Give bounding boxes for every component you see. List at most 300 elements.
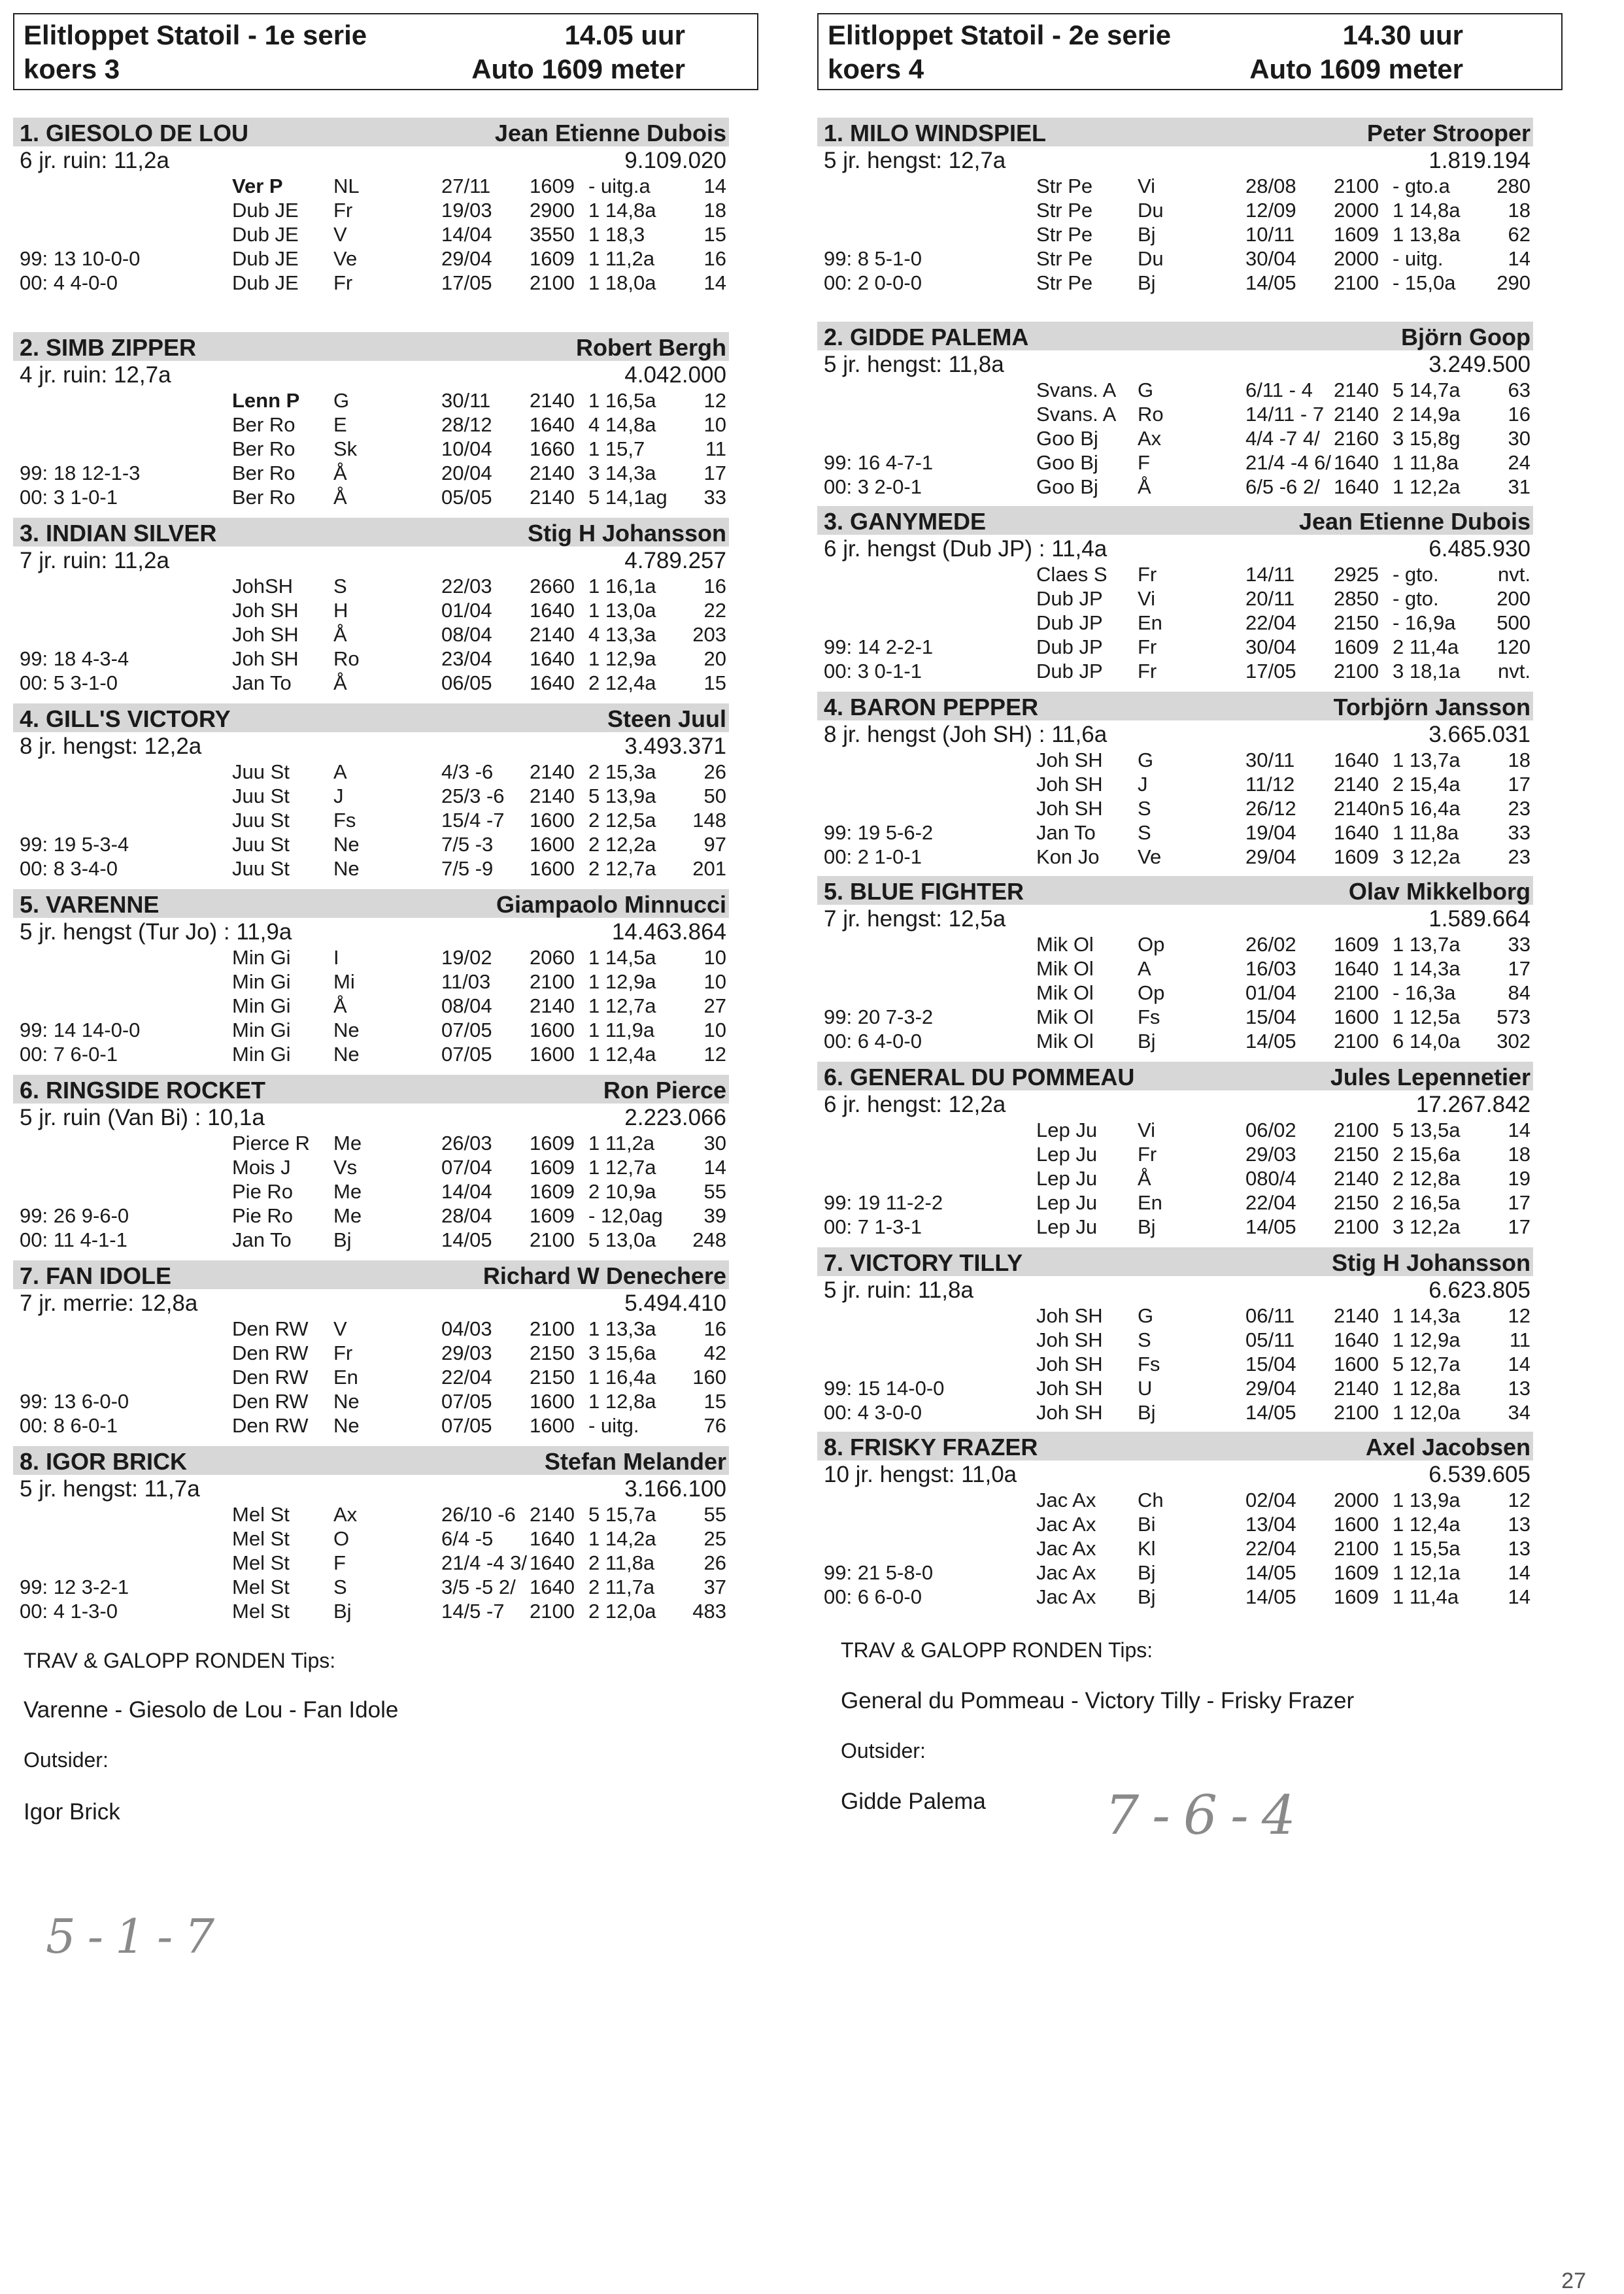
driver-cell: Mik Ol xyxy=(1036,1005,1094,1028)
track-cell: Vi xyxy=(1138,175,1156,197)
distance-cell: 1640 xyxy=(530,671,575,694)
driver-cell: Dub JE xyxy=(232,199,299,222)
horse-earnings: 14.463.864 xyxy=(611,919,726,945)
track-cell: O xyxy=(333,1527,350,1550)
driver-cell: Joh SH xyxy=(1036,773,1103,796)
distance-cell: 2100 xyxy=(530,1228,575,1251)
odds-cell: 10 xyxy=(703,413,726,436)
track-cell: F xyxy=(1138,451,1150,474)
driver-cell: Jac Ax xyxy=(1036,1585,1096,1608)
odds-cell: 23 xyxy=(1508,797,1531,820)
date-cell: 22/04 xyxy=(441,1366,492,1389)
odds-cell: 12 xyxy=(1508,1304,1531,1327)
driver-cell: Min Gi xyxy=(232,970,291,993)
trainer-name: Ron Pierce xyxy=(603,1077,726,1104)
horse-info-line xyxy=(817,535,1533,562)
race-result-row xyxy=(13,1599,729,1623)
odds-cell: 14 xyxy=(703,1156,726,1179)
distance-cell: 2100 xyxy=(1334,1030,1379,1053)
result-cell: 1 13,7a xyxy=(1393,933,1461,956)
distance-cell: 2100 xyxy=(1334,660,1379,683)
driver-cell: Joh SH xyxy=(1036,1401,1103,1424)
track-cell: G xyxy=(1138,749,1154,771)
date-cell: 6/5 -6 2/ xyxy=(1245,475,1320,498)
result-cell: 1 14,3a xyxy=(1393,957,1461,980)
horse-name: 6. GENERAL DU POMMEAU xyxy=(824,1064,1135,1090)
track-cell: S xyxy=(333,575,347,598)
distance-cell: 1660 xyxy=(530,437,575,460)
date-cell: 29/04 xyxy=(441,247,492,270)
driver-cell: Jan To xyxy=(232,671,292,694)
outsider-text: Gidde Palema xyxy=(841,1789,986,1814)
date-cell: 06/05 xyxy=(441,671,492,694)
odds-cell: 42 xyxy=(703,1341,726,1364)
driver-cell: Jac Ax xyxy=(1036,1561,1096,1584)
date-cell: 4/3 -6 xyxy=(441,760,494,783)
distance-cell: 2100 xyxy=(1334,1215,1379,1238)
result-cell: 2 16,5a xyxy=(1393,1191,1461,1214)
result-cell: 2 14,9a xyxy=(1393,403,1461,426)
track-cell: Fs xyxy=(1138,1005,1160,1028)
distance-cell: 2000 xyxy=(1334,199,1379,222)
trainer-name: Jean Etienne Dubois xyxy=(494,120,726,146)
horse-header-bar xyxy=(13,703,729,732)
distance-cell: 2060 xyxy=(530,946,575,969)
result-cell: 2 15,4a xyxy=(1393,773,1461,796)
odds-cell: 500 xyxy=(1497,611,1531,634)
odds-cell: 25 xyxy=(703,1527,726,1550)
distance-cell: 2140 xyxy=(530,623,575,646)
horse-info-line xyxy=(13,1289,729,1317)
odds-cell: 16 xyxy=(1508,403,1531,426)
odds-cell: 14 xyxy=(1508,247,1531,270)
odds-cell: 19 xyxy=(1508,1167,1531,1190)
race-result-row xyxy=(817,378,1533,402)
odds-cell: 31 xyxy=(1508,475,1531,498)
date-cell: 7/5 -3 xyxy=(441,833,494,856)
odds-cell: 22 xyxy=(703,599,726,622)
race-result-row xyxy=(13,1389,729,1413)
result-cell: 1 12,8a xyxy=(1393,1377,1461,1400)
race-result-row xyxy=(13,671,729,695)
result-cell: 1 15,7 xyxy=(588,437,645,460)
trainer-name: Axel Jacobsen xyxy=(1365,1434,1531,1460)
horse-info-line xyxy=(817,1090,1533,1118)
track-cell: En xyxy=(1138,611,1162,634)
distance-cell: 2000 xyxy=(1334,247,1379,270)
race-result-row xyxy=(817,1585,1533,1609)
horse-entry xyxy=(817,118,1533,295)
driver-cell: Svans. A xyxy=(1036,403,1117,426)
odds-cell: 18 xyxy=(1508,1143,1531,1166)
result-cell: 3 18,1a xyxy=(1393,660,1461,683)
horse-info-line xyxy=(13,918,729,945)
driver-cell: Jac Ax xyxy=(1036,1489,1096,1511)
race-result-row xyxy=(817,271,1533,295)
stats-cell: 00: 3 1-0-1 xyxy=(20,486,118,509)
race-result-row xyxy=(817,198,1533,222)
result-cell: 3 12,2a xyxy=(1393,845,1461,868)
distance-cell: 2100 xyxy=(1334,981,1379,1004)
race-result-row xyxy=(817,1142,1533,1166)
result-cell: 1 14,8a xyxy=(1393,199,1461,222)
horse-header-bar xyxy=(13,332,729,361)
race-result-row xyxy=(13,574,729,598)
race-result-row xyxy=(13,760,729,784)
date-cell: 30/11 xyxy=(1245,749,1295,771)
stats-cell: 99: 18 4-3-4 xyxy=(20,647,129,670)
horse-name: 2. SIMB ZIPPER xyxy=(20,334,197,361)
odds-cell: 33 xyxy=(703,486,726,509)
result-cell: - 15,0a xyxy=(1393,271,1456,294)
distance-cell: 1640 xyxy=(1334,821,1379,844)
stats-cell: 00: 8 6-0-1 xyxy=(20,1414,118,1437)
race-result-row xyxy=(817,1166,1533,1190)
distance-cell: 1640 xyxy=(1334,957,1379,980)
horse-header-bar xyxy=(817,692,1533,720)
odds-cell: 148 xyxy=(692,809,726,832)
tips-label: TRAV & GALOPP RONDEN Tips: xyxy=(841,1638,1153,1662)
track-cell: Å xyxy=(1138,1167,1151,1190)
stats-cell: 00: 5 3-1-0 xyxy=(20,671,118,694)
result-cell: 1 11,2a xyxy=(588,1132,655,1155)
horse-entry xyxy=(817,1247,1533,1425)
horse-entry xyxy=(13,889,729,1066)
result-cell: 1 11,2a xyxy=(588,247,655,270)
date-cell: 15/04 xyxy=(1245,1353,1296,1375)
driver-cell: Ber Ro xyxy=(232,486,296,509)
odds-cell: 24 xyxy=(1508,451,1531,474)
track-cell: Fs xyxy=(1138,1353,1160,1375)
distance-cell: 2140 xyxy=(530,994,575,1017)
driver-cell: Mel St xyxy=(232,1576,290,1598)
race-number: koers 4 xyxy=(828,54,924,84)
race-result-row xyxy=(817,1029,1533,1053)
result-cell: - 16,3a xyxy=(1393,981,1456,1004)
driver-cell: Kon Jo xyxy=(1036,845,1100,868)
stats-cell: 99: 13 6-0-0 xyxy=(20,1390,129,1413)
race-result-row xyxy=(817,659,1533,683)
track-cell: Sk xyxy=(333,437,358,460)
odds-cell: 17 xyxy=(1508,1191,1531,1214)
horse-age-record: 5 jr. ruin (Van Bi) : 10,1a xyxy=(20,1105,265,1130)
track-cell: Ve xyxy=(333,247,358,270)
horse-earnings: 6.539.605 xyxy=(1429,1462,1531,1487)
race-result-row xyxy=(13,222,729,246)
driver-cell: Ber Ro xyxy=(232,462,296,484)
race-result-row xyxy=(817,475,1533,499)
stats-cell: 99: 15 14-0-0 xyxy=(824,1377,945,1400)
race-header xyxy=(13,13,758,90)
date-cell: 17/05 xyxy=(441,271,492,294)
driver-cell: Claes S xyxy=(1036,563,1108,586)
result-cell: 1 12,0a xyxy=(1393,1401,1461,1424)
track-cell: Du xyxy=(1138,199,1164,222)
track-cell: Å xyxy=(1138,475,1151,498)
track-cell: Fr xyxy=(1138,563,1157,586)
race-result-row xyxy=(817,981,1533,1005)
driver-cell: Mik Ol xyxy=(1036,933,1094,956)
odds-cell: 27 xyxy=(703,994,726,1017)
result-cell: 1 15,5a xyxy=(1393,1537,1461,1560)
distance-cell: 2140 xyxy=(1334,1377,1379,1400)
odds-cell: 34 xyxy=(1508,1401,1531,1424)
horse-age-record: 6 jr. hengst (Dub JP) : 11,4a xyxy=(824,536,1108,562)
date-cell: 16/03 xyxy=(1245,957,1296,980)
driver-cell: Str Pe xyxy=(1036,247,1093,270)
stats-cell: 00: 4 1-3-0 xyxy=(20,1600,118,1623)
date-cell: 7/5 -9 xyxy=(441,857,494,880)
result-cell: 2 12,0a xyxy=(588,1600,656,1623)
race-result-row xyxy=(13,1179,729,1204)
result-cell: 1 12,9a xyxy=(588,970,656,993)
result-cell: - uitg. xyxy=(1393,247,1444,270)
horse-name: 5. BLUE FIGHTER xyxy=(824,878,1024,905)
odds-cell: 26 xyxy=(703,760,726,783)
driver-cell: Joh SH xyxy=(1036,1353,1103,1375)
horse-earnings: 1.819.194 xyxy=(1429,148,1531,173)
distance-cell: 2140 xyxy=(1334,1167,1379,1190)
trainer-name: Björn Goop xyxy=(1401,324,1531,350)
date-cell: 14/05 xyxy=(1245,1215,1296,1238)
horse-earnings: 2.223.066 xyxy=(624,1105,726,1130)
horse-name: 4. BARON PEPPER xyxy=(824,694,1039,720)
odds-cell: 76 xyxy=(703,1414,726,1437)
track-cell: Å xyxy=(333,462,347,484)
race-result-row xyxy=(817,845,1533,869)
distance-cell: 2100 xyxy=(1334,1401,1379,1424)
odds-cell: 14 xyxy=(703,271,726,294)
date-cell: 14/5 -7 xyxy=(441,1600,505,1623)
odds-cell: 13 xyxy=(1508,1377,1531,1400)
tips-label: TRAV & GALOPP RONDEN Tips: xyxy=(24,1649,336,1672)
date-cell: 080/4 xyxy=(1245,1167,1296,1190)
driver-cell: JohSH xyxy=(232,575,294,598)
race-result-row xyxy=(13,1551,729,1575)
result-cell: 2 12,4a xyxy=(588,671,656,694)
date-cell: 20/04 xyxy=(441,462,492,484)
result-cell: 4 14,8a xyxy=(588,413,656,436)
date-cell: 14/05 xyxy=(1245,1585,1296,1608)
track-cell: Å xyxy=(333,623,347,646)
odds-cell: 290 xyxy=(1497,271,1531,294)
horse-name: 8. FRISKY FRAZER xyxy=(824,1434,1038,1460)
result-cell: 5 14,7a xyxy=(1393,379,1461,401)
distance-cell: 1600 xyxy=(530,1019,575,1041)
distance-cell: 1600 xyxy=(530,809,575,832)
result-cell: 1 12,7a xyxy=(588,994,656,1017)
result-cell: 1 12,9a xyxy=(1393,1328,1461,1351)
distance-cell: 2140 xyxy=(530,389,575,412)
date-cell: 23/04 xyxy=(441,647,492,670)
distance-cell: 1640 xyxy=(530,599,575,622)
driver-cell: Dub JE xyxy=(232,247,299,270)
driver-cell: Lep Ju xyxy=(1036,1167,1098,1190)
date-cell: 14/05 xyxy=(441,1228,492,1251)
distance-cell: 1609 xyxy=(530,1180,575,1203)
date-cell: 12/09 xyxy=(1245,199,1296,222)
track-cell: Ne xyxy=(333,1019,360,1041)
result-cell: 2 11,8a xyxy=(588,1551,655,1574)
distance-cell: 1600 xyxy=(530,1414,575,1437)
track-cell: Bj xyxy=(1138,271,1156,294)
date-cell: 30/11 xyxy=(441,389,491,412)
track-cell: Fr xyxy=(333,271,353,294)
date-cell: 01/04 xyxy=(1245,981,1296,1004)
race-result-row xyxy=(13,246,729,271)
driver-cell: Min Gi xyxy=(232,994,291,1017)
distance-cell: 1600 xyxy=(1334,1353,1379,1375)
driver-cell: Goo Bj xyxy=(1036,451,1098,474)
odds-cell: 13 xyxy=(1508,1513,1531,1536)
track-cell: Å xyxy=(333,486,347,509)
trainer-name: Jules Lepennetier xyxy=(1330,1064,1531,1090)
date-cell: 25/3 -6 xyxy=(441,784,505,807)
distance-cell: 2100 xyxy=(530,970,575,993)
driver-cell: Den RW xyxy=(232,1390,309,1413)
result-cell: 1 16,5a xyxy=(588,389,656,412)
distance-cell: 2100 xyxy=(530,1600,575,1623)
odds-cell: 14 xyxy=(1508,1561,1531,1584)
date-cell: 17/05 xyxy=(1245,660,1296,683)
date-cell: 05/11 xyxy=(1245,1328,1295,1351)
driver-cell: Mois J xyxy=(232,1156,291,1179)
result-cell: 1 11,8a xyxy=(1393,451,1459,474)
horse-header-bar xyxy=(817,1432,1533,1460)
driver-cell: Jac Ax xyxy=(1036,1537,1096,1560)
horse-age-record: 7 jr. hengst: 12,5a xyxy=(824,906,1006,932)
odds-cell: 26 xyxy=(703,1551,726,1574)
date-cell: 6/11 - 4 xyxy=(1245,379,1313,401)
race-result-row xyxy=(817,246,1533,271)
stats-cell: 00: 6 4-0-0 xyxy=(824,1030,922,1053)
distance-cell: 2150 xyxy=(1334,1191,1379,1214)
driver-cell: Pie Ro xyxy=(232,1180,294,1203)
race-result-row xyxy=(817,402,1533,426)
distance-cell: 1600 xyxy=(1334,1005,1379,1028)
distance-cell: 2140 xyxy=(530,760,575,783)
driver-cell: Str Pe xyxy=(1036,199,1093,222)
odds-cell: 18 xyxy=(703,199,726,222)
date-cell: 13/04 xyxy=(1245,1513,1296,1536)
track-cell: Bj xyxy=(333,1228,352,1251)
result-cell: 3 12,2a xyxy=(1393,1215,1461,1238)
date-cell: 29/03 xyxy=(441,1341,492,1364)
horse-name: 6. RINGSIDE ROCKET xyxy=(20,1077,266,1104)
stats-cell: 00: 8 3-4-0 xyxy=(20,857,118,880)
stats-cell: 00: 11 4-1-1 xyxy=(20,1228,127,1251)
driver-cell: Joh SH xyxy=(232,647,299,670)
race-result-row xyxy=(817,1118,1533,1142)
distance-cell: 1609 xyxy=(1334,635,1379,658)
result-cell: 2 11,4a xyxy=(1393,635,1459,658)
stats-cell: 99: 19 5-6-2 xyxy=(824,821,934,844)
distance-cell: 2850 xyxy=(1334,587,1379,610)
driver-cell: Jan To xyxy=(1036,821,1096,844)
distance-cell: 2140 xyxy=(530,486,575,509)
track-cell: Fr xyxy=(1138,1143,1157,1166)
distance-cell: 2100 xyxy=(1334,1537,1379,1560)
result-cell: 2 15,3a xyxy=(588,760,656,783)
stats-cell: 00: 3 0-1-1 xyxy=(824,660,922,683)
trainer-name: Stig H Johansson xyxy=(1331,1249,1531,1276)
driver-cell: Lep Ju xyxy=(1036,1143,1098,1166)
driver-cell: Pie Ro xyxy=(232,1204,294,1227)
date-cell: 15/4 -7 xyxy=(441,809,505,832)
race-result-row xyxy=(817,1560,1533,1585)
horse-header-bar xyxy=(817,876,1533,905)
stats-cell: 00: 7 6-0-1 xyxy=(20,1043,118,1066)
race-result-row xyxy=(13,388,729,413)
stats-cell: 99: 21 5-8-0 xyxy=(824,1561,934,1584)
horse-earnings: 5.494.410 xyxy=(624,1290,726,1316)
result-cell: - gto. xyxy=(1393,587,1439,610)
odds-cell: 97 xyxy=(703,833,726,856)
odds-cell: 16 xyxy=(703,247,726,270)
driver-cell: Dub JP xyxy=(1036,611,1103,634)
odds-cell: 120 xyxy=(1497,635,1531,658)
odds-cell: 23 xyxy=(1508,845,1531,868)
distance-cell: 1640 xyxy=(530,1551,575,1574)
race-result-row xyxy=(817,1190,1533,1215)
distance-cell: 1600 xyxy=(530,833,575,856)
driver-cell: Joh SH xyxy=(1036,1377,1103,1400)
result-cell: 1 12,7a xyxy=(588,1156,656,1179)
driver-cell: Mik Ol xyxy=(1036,981,1094,1004)
result-cell: 1 12,8a xyxy=(588,1390,656,1413)
result-cell: 5 15,7a xyxy=(588,1503,656,1526)
race-number: koers 3 xyxy=(24,54,120,84)
driver-cell: Mel St xyxy=(232,1503,290,1526)
race-result-row xyxy=(13,970,729,994)
driver-cell: Joh SH xyxy=(1036,1328,1103,1351)
race-result-row xyxy=(13,1155,729,1179)
horse-name: 3. GANYMEDE xyxy=(824,508,987,535)
stats-cell: 99: 19 11-2-2 xyxy=(824,1191,943,1214)
track-cell: S xyxy=(1138,797,1151,820)
outsider-text: Igor Brick xyxy=(24,1799,120,1825)
handwritten-note: 5-1-7 xyxy=(46,1909,227,1964)
track-cell: Fs xyxy=(333,809,356,832)
odds-cell: 30 xyxy=(703,1132,726,1155)
horse-info-line xyxy=(13,1475,729,1502)
result-cell: 2 10,9a xyxy=(588,1180,656,1203)
distance-cell: 1640 xyxy=(1334,475,1379,498)
driver-cell: Joh SH xyxy=(232,623,299,646)
stats-cell: 99: 16 4-7-1 xyxy=(824,451,934,474)
date-cell: 07/05 xyxy=(441,1390,492,1413)
date-cell: 08/04 xyxy=(441,994,492,1017)
result-cell: 3 15,6a xyxy=(588,1341,656,1364)
driver-cell: Mel St xyxy=(232,1551,290,1574)
distance-cell: 1609 xyxy=(530,247,575,270)
date-cell: 14/05 xyxy=(1245,1561,1296,1584)
track-cell: S xyxy=(1138,1328,1151,1351)
driver-cell: Lep Ju xyxy=(1036,1215,1098,1238)
horse-name: 7. VICTORY TILLY xyxy=(824,1249,1023,1276)
driver-cell: Ber Ro xyxy=(232,437,296,460)
date-cell: 19/04 xyxy=(1245,821,1296,844)
race-result-row xyxy=(817,450,1533,475)
distance-cell: 2140 xyxy=(1334,1304,1379,1327)
horse-age-record: 6 jr. hengst: 12,2a xyxy=(824,1092,1006,1117)
driver-cell: Den RW xyxy=(232,1317,309,1340)
odds-cell: 13 xyxy=(1508,1537,1531,1560)
track-cell: Bj xyxy=(1138,1215,1156,1238)
odds-cell: 55 xyxy=(703,1503,726,1526)
track-cell: Du xyxy=(1138,247,1164,270)
driver-cell: Den RW xyxy=(232,1341,309,1364)
